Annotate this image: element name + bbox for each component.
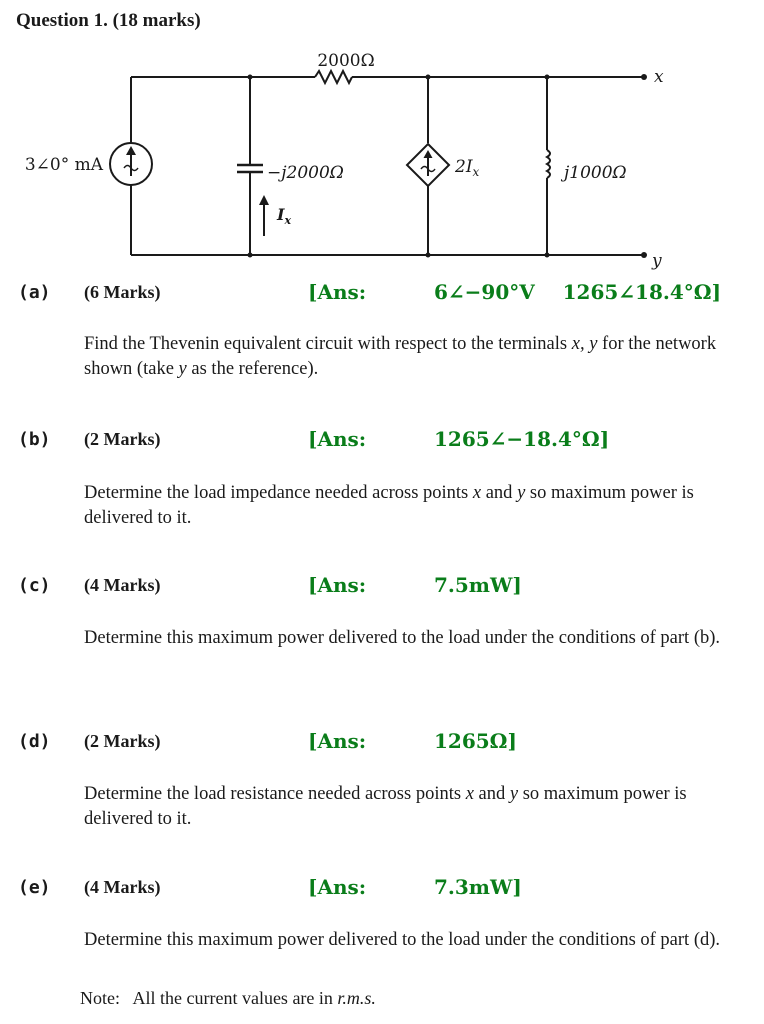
- answer-prefix: [Ans:: [308, 427, 367, 451]
- ix-label: [276, 205, 291, 227]
- part-label: (c): [18, 575, 51, 596]
- question-title: Question 1. (18 marks): [16, 10, 201, 31]
- dep-label-sub: x: [472, 165, 480, 179]
- ix-label-main: I: [277, 205, 285, 224]
- terminal-x-label: x: [654, 67, 664, 87]
- resistor-label: 2000Ω: [317, 51, 375, 71]
- capacitor-symbol: [237, 165, 263, 172]
- part-marks: (4 Marks): [84, 575, 161, 595]
- part-label: (a): [18, 282, 51, 303]
- part-marks: (2 Marks): [84, 429, 161, 449]
- answer-value: 1265∠−18.4°Ω]: [434, 427, 610, 451]
- answer-value: 6∠−90°V 1265∠18.4°Ω]: [434, 280, 722, 304]
- answer-value: 1265Ω]: [434, 729, 517, 753]
- part-marks: (2 Marks): [84, 731, 161, 751]
- part-label: (b): [18, 429, 51, 450]
- terminal-x-dot: [641, 74, 647, 80]
- source-label: 3∠0° mA: [24, 155, 103, 175]
- dependent-source-symbol: [407, 144, 449, 186]
- part-description: Determine the load impedance needed across points x and y so maximum power is delivered to it.: [84, 483, 694, 528]
- dependent-source-label: [454, 157, 480, 179]
- part-marks: (6 Marks): [84, 282, 161, 302]
- part-label: (e): [18, 877, 51, 898]
- answer-prefix: [Ans:: [308, 875, 367, 899]
- dep-label-main: 2I: [455, 157, 473, 177]
- inductor-label: j1000Ω: [564, 163, 627, 183]
- current-source-symbol: [110, 143, 152, 185]
- circuit-diagram: [0, 30, 764, 270]
- part-description: Determine this maximum power delivered to the load under the conditions of part (d).: [84, 930, 721, 950]
- ix-label-sub: x: [284, 214, 292, 227]
- capacitor-label: −j2000Ω: [267, 163, 344, 183]
- part-description: Determine the load resistance needed across points x and y so maximum power is delivered to it.: [84, 784, 687, 829]
- answer-prefix: [Ans:: [308, 280, 367, 304]
- answer-value: 7.5mW]: [434, 573, 522, 597]
- terminal-y-label: y: [652, 251, 662, 270]
- ix-arrow: [259, 195, 269, 236]
- part-description: Determine this maximum power delivered to the load under the conditions of part (b).: [84, 628, 721, 648]
- part-description: Find the Thevenin equivalent circuit with respect to the terminals x, y for the network shown (take y as the reference).: [84, 334, 717, 379]
- footnote: [80, 988, 376, 1009]
- note-rms: r.m.s.: [337, 988, 376, 1008]
- terminal-y-dot: [641, 252, 647, 258]
- note-prefix: Note: All the current values are in: [80, 988, 338, 1008]
- resistor-symbol: [315, 71, 352, 83]
- answer-prefix: [Ans:: [308, 729, 367, 753]
- answer-prefix: [Ans:: [308, 573, 367, 597]
- part-marks: (4 Marks): [84, 877, 161, 897]
- inductor-symbol: [547, 150, 550, 178]
- answer-value: 7.3mW]: [434, 875, 522, 899]
- part-label: (d): [18, 731, 51, 752]
